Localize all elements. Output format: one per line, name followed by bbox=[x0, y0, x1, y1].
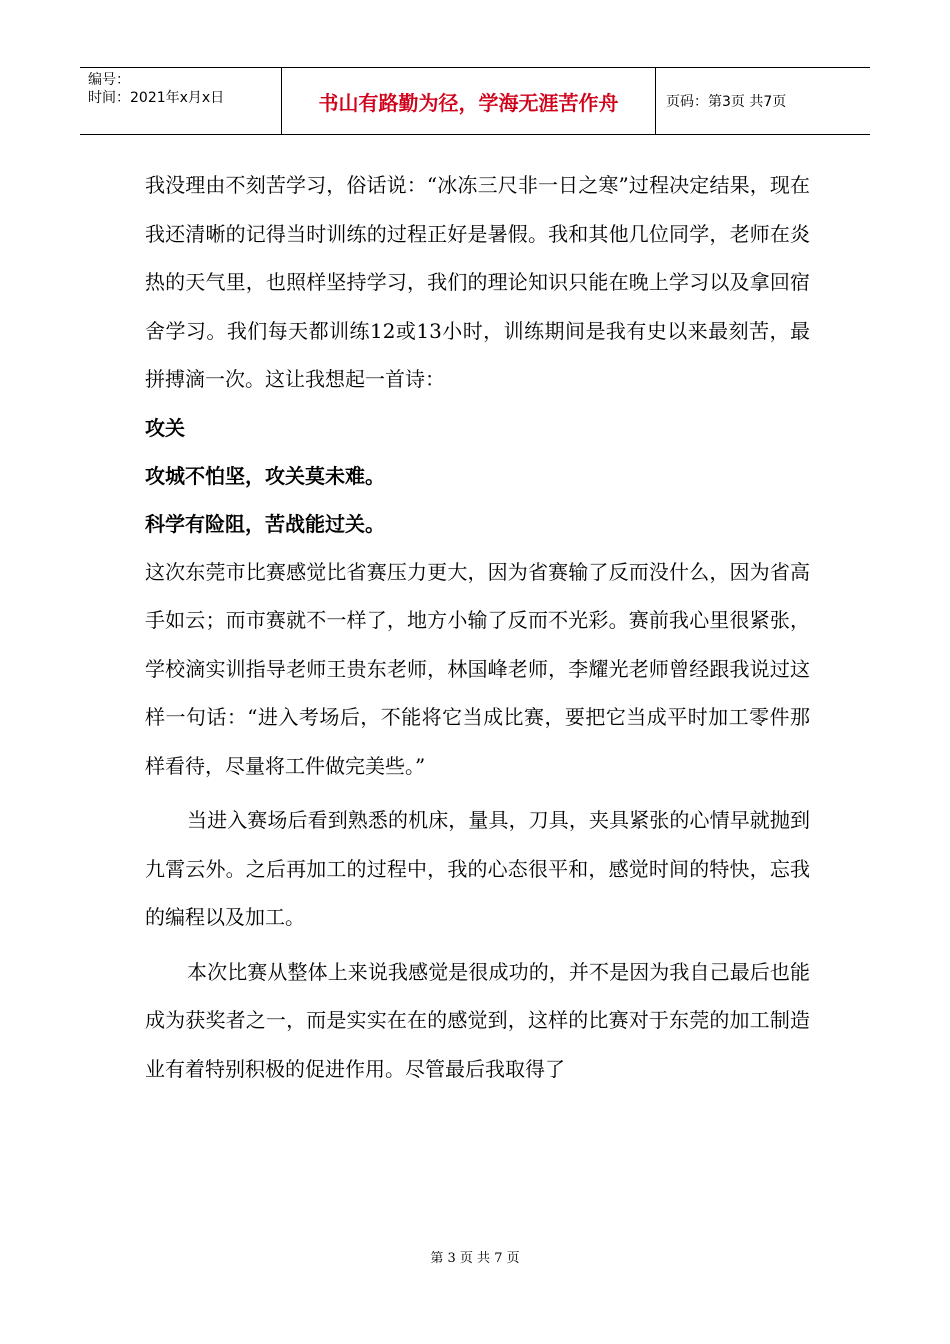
header-meta bbox=[80, 68, 282, 134]
poem bbox=[145, 404, 810, 548]
poem-title: 攻关 bbox=[145, 415, 185, 440]
header-motto: 书山有路勤为径，学海无涯苦作舟 bbox=[282, 68, 656, 134]
header-page-info: 页码：第3页 共7页 bbox=[666, 94, 787, 110]
paragraph-2: 这次东莞市比赛感觉比省赛压力更大，因为省赛输了反而没什么，因为省高手如云；而市赛就不一样了，地方小输了反而不光彩。赛前我心里很紧张，学校滴实训指导老师王贵东老师，林国峰老师，李耀光老师曾经跟我说过这样一句话：“进入考场后，不能将它当成比赛，要把它当成平时加工零件那样看待，尽量将工件做完美些。” bbox=[145, 559, 810, 778]
poem-line-1: 攻城不怕坚，攻关莫未难。 bbox=[145, 463, 385, 488]
document-number-label: 编号： bbox=[88, 72, 130, 88]
document-header bbox=[80, 67, 870, 135]
document-date-label: 时间：2021年x月x日 bbox=[88, 90, 225, 106]
paragraph-4: 本次比赛从整体上来说我感觉是很成功的，并不是因为我自己最后也能成为获奖者之一，而是实实在在的感觉到，这样的比赛对于东莞的加工制造业有着特别积极的促进作用。尽管最后我取得了 bbox=[145, 959, 810, 1081]
poem-line-2: 科学有险阻，苦战能过关。 bbox=[145, 511, 385, 536]
paragraph-3: 当进入赛场后看到熟悉的机床，量具，刀具，夹具紧张的心情早就抛到九霄云外。之后再加工的过程中，我的心态很平和，感觉时间的特快，忘我的编程以及加工。 bbox=[145, 808, 810, 929]
page-footer: 第 3 页 共 7 页 bbox=[430, 1251, 520, 1266]
document-body bbox=[145, 161, 810, 1093]
paragraph-1: 我没理由不刻苦学习，俗话说：“冰冻三尺非一日之寒”过程决定结果，现在我还清晰的记得当时训练的过程正好是暑假。我和其他几位同学，老师在炎热的天气里，也照样坚持学习，我们的理论知识只能在晚上学习以及拿回宿舍学习。我们每天都训练12或13小时，训练期间是我有史以来最刻苦，最拼搏滴一次。这让我想起一首诗： bbox=[145, 173, 810, 391]
